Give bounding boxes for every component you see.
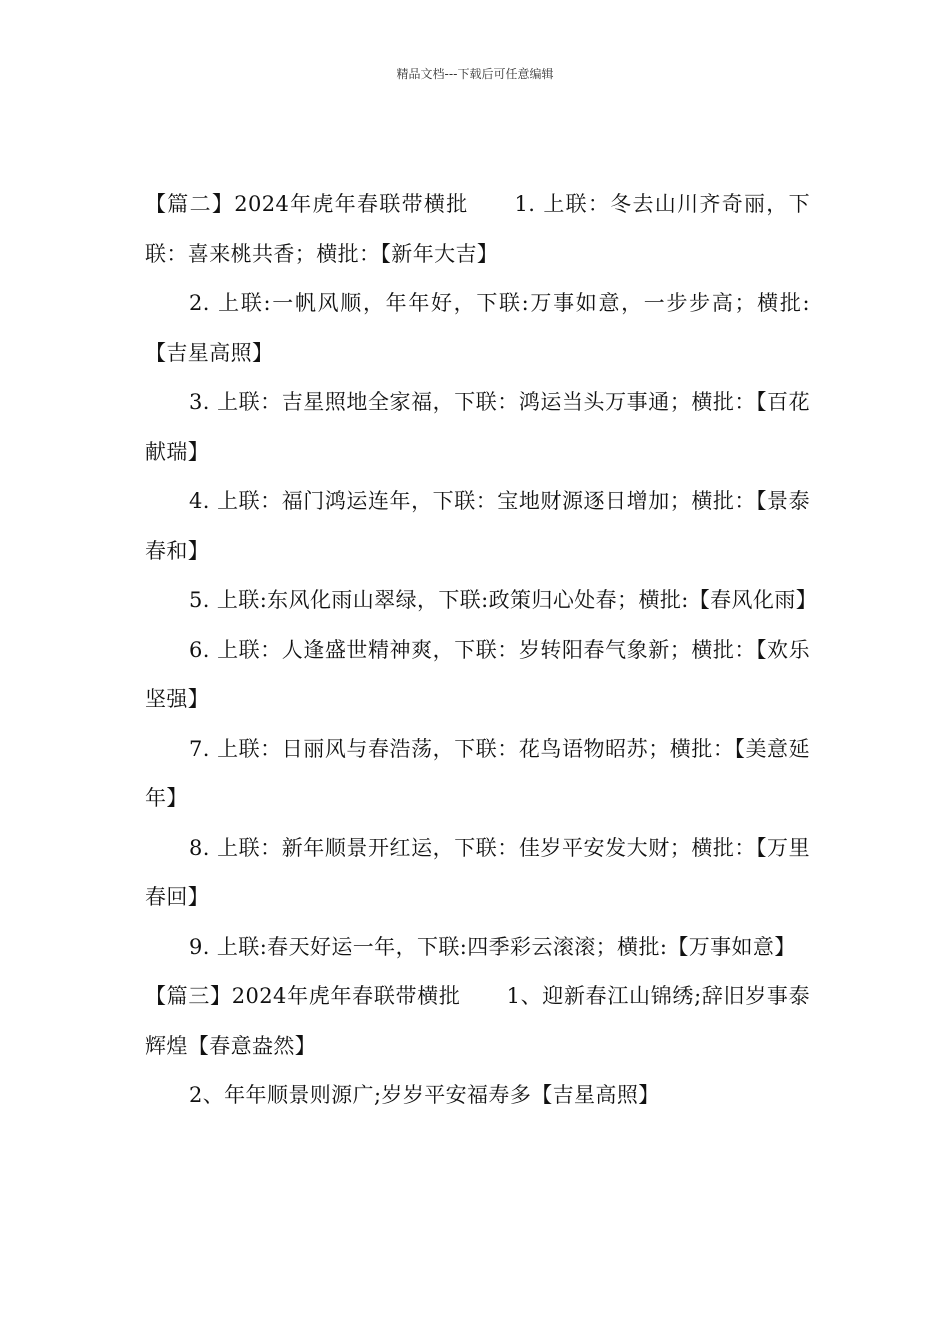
- couplet-item-9: 9. 上联:春天好运一年，下联:四季彩云滚滚；横批:【万事如意】: [189, 934, 796, 959]
- couplet-item-8: 8. 上联：新年顺景开红运，下联：佳岁平安发大财；横批：【万里春回】: [145, 835, 810, 909]
- section-3-heading-paragraph: [145, 972, 810, 1071]
- document-body: [145, 180, 818, 1121]
- couplet-item-s3-2: 2、年年顺景则源广;岁岁平安福寿多【吉星高照】: [189, 1083, 660, 1107]
- couplet-text: 1. 上联：冬去山川齐奇丽，下联：喜来桃共香；横批：【新年大吉】: [145, 192, 810, 266]
- couplet-item-6: 6. 上联：人逢盛世精神爽，下联：岁转阳春气象新；横批：【欢乐坚强】: [145, 637, 810, 711]
- section-title: 【篇二】2024年虎年春联带横批: [145, 192, 469, 216]
- couplet-text: 1、迎新春江山锦绣;辞旧岁事泰辉煌【春意盎然】: [145, 984, 810, 1058]
- couplet-item-4: 4. 上联：福门鸿运连年，下联：宝地财源逐日增加；横批：【景泰春和】: [145, 489, 810, 563]
- page-header: 精品文档---下载后可任意编辑: [396, 67, 554, 81]
- couplet-item-5: 5. 上联:东风化雨山翠绿，下联:政策归心处春；横批:【春风化雨】: [189, 588, 818, 612]
- couplet-item-3: 3. 上联：吉星照地全家福，下联：鸿运当头万事通；横批：【百花献瑞】: [145, 390, 810, 464]
- section-2-heading-paragraph: [145, 180, 810, 279]
- couplet-item-2: 2. 上联:一帆风顺，年年好，下联:万事如意，一步步高；横批:【吉星高照】: [145, 291, 810, 365]
- couplet-item-7: 7. 上联：日丽风与春浩荡，下联：花鸟语物昭苏；横批：【美意延年】: [145, 736, 810, 810]
- section-title: 【篇三】2024年虎年春联带横批: [145, 984, 461, 1008]
